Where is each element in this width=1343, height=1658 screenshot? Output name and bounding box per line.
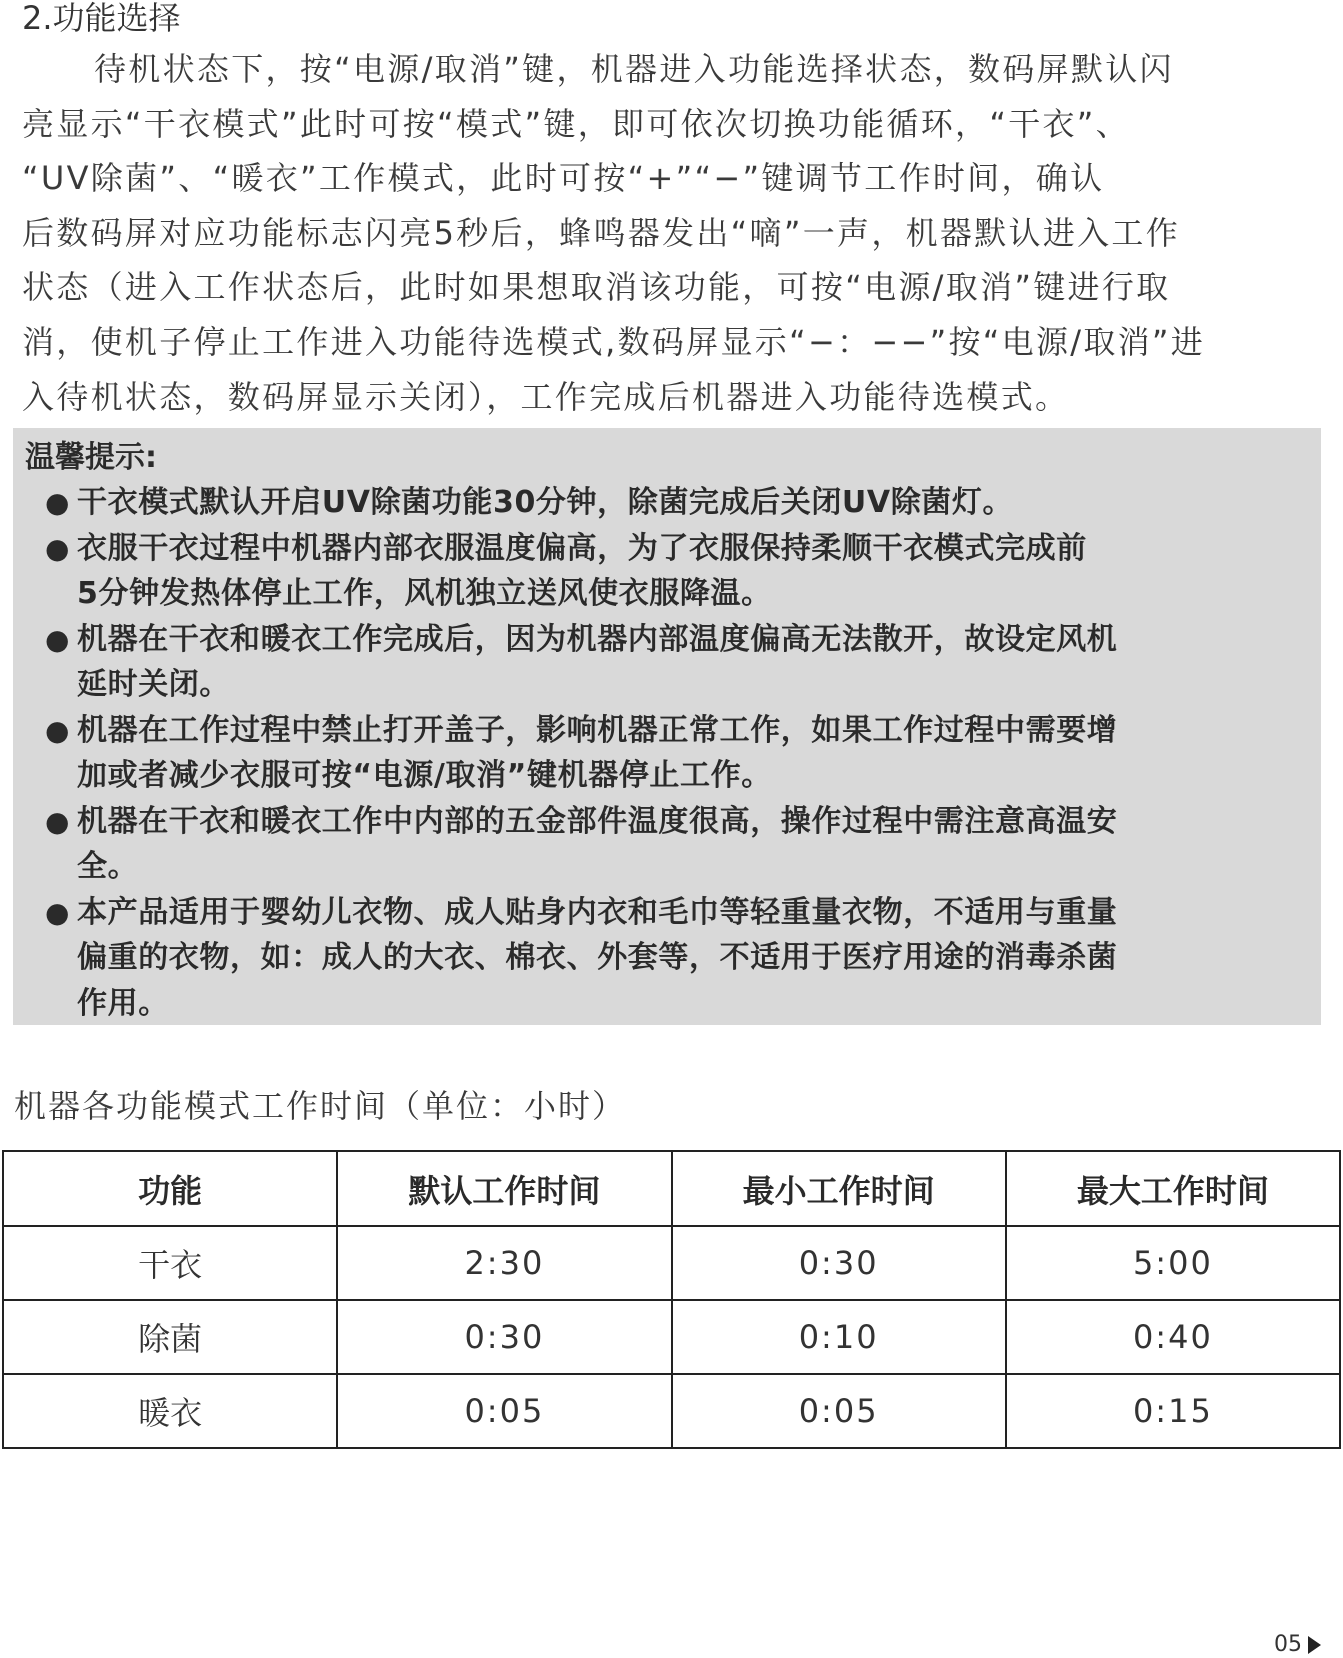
table-row <box>3 1374 1340 1448</box>
intro-line: 待机状态下，按“电源/取消”键，机器进入功能选择状态，数码屏默认闪 <box>94 50 1174 88</box>
bullet-icon: ● <box>45 531 71 565</box>
tips-box <box>13 428 1321 1025</box>
bullet-icon: ● <box>45 804 71 838</box>
intro-line: “UV除菌”、“暖衣”工作模式，此时可按“+”“−”键调节工作时间，确认 <box>22 159 1105 198</box>
triangle-right-icon <box>1308 1636 1321 1654</box>
cell-default-time: 2:30 <box>337 1226 671 1300</box>
tip-line: 机器在工作过程中禁止打开盖子，影响机器正常工作，如果工作过程中需要增 <box>77 712 1118 748</box>
intro-line: 入待机状态，数码屏显示关闭），工作完成后机器进入功能待选模式。 <box>22 377 1070 416</box>
tips-title: 温馨提示: <box>25 440 157 475</box>
cell-function: 干衣 <box>3 1226 337 1300</box>
cell-function: 除菌 <box>3 1300 337 1374</box>
cell-min-time: 0:05 <box>672 1374 1006 1448</box>
tip-item <box>45 526 1305 617</box>
cell-default-time: 0:30 <box>337 1300 671 1374</box>
tip-line: 机器在干衣和暖衣工作中内部的五金部件温度很高，操作过程中需注意高温安 <box>77 803 1118 839</box>
tip-item <box>45 617 1305 708</box>
header-max-time: 最大工作时间 <box>1006 1151 1340 1226</box>
tip-line: 加或者减少衣服可按“电源/取消”键机器停止工作。 <box>77 758 772 793</box>
table-header-row <box>3 1151 1340 1226</box>
cell-max-time: 0:40 <box>1006 1300 1340 1374</box>
bullet-icon: ● <box>45 486 71 519</box>
intro-line: 状态（进入工作状态后，此时如果想取消该功能，可按“电源/取消”键进行取 <box>22 268 1171 307</box>
tip-item <box>45 480 1305 526</box>
tip-line: 干衣模式默认开启UV除菌功能30分钟，除菌完成后关闭UV除菌灯。 <box>77 485 1014 520</box>
tip-item <box>45 708 1305 799</box>
mode-time-table <box>2 1150 1341 1449</box>
cell-min-time: 0:30 <box>672 1226 1006 1300</box>
intro-line: 后数码屏对应功能标志闪亮5秒后，蜂鸣器发出“嘀”一声，机器默认进入工作 <box>22 213 1181 252</box>
cell-max-time: 5:00 <box>1006 1226 1340 1300</box>
tip-item <box>45 799 1305 890</box>
table-caption: 机器各功能模式工作时间（单位：小时） <box>14 1087 627 1125</box>
tip-line: 衣服干衣过程中机器内部衣服温度偏高，为了衣服保持柔顺干衣模式完成前 <box>77 530 1087 566</box>
tip-line: 本产品适用于婴幼儿衣物、成人贴身内衣和毛巾等轻重量衣物，不适用与重量 <box>77 894 1118 930</box>
cell-default-time: 0:05 <box>337 1374 671 1448</box>
header-function: 功能 <box>3 1151 337 1226</box>
page-number <box>1274 1632 1321 1658</box>
page-number-label: 05 <box>1274 1632 1302 1657</box>
cell-function: 暖衣 <box>3 1374 337 1448</box>
table-row <box>3 1226 1340 1300</box>
intro-line: 消，使机子停止工作进入功能待选模式,数码屏显示“−：−−”按“电源/取消”进 <box>22 322 1206 361</box>
cell-max-time: 0:15 <box>1006 1374 1340 1448</box>
header-min-time: 最小工作时间 <box>672 1151 1006 1226</box>
section-heading: 2.功能选择 <box>22 0 181 37</box>
tip-line: 作用。 <box>77 985 169 1021</box>
intro-line: 亮显示“干衣模式”此时可按“模式”键，即可依次切换功能循环，“干衣”、 <box>22 104 1130 143</box>
header-default-time: 默认工作时间 <box>337 1151 671 1226</box>
tip-line: 延时关闭。 <box>77 667 230 702</box>
tip-line: 机器在干衣和暖衣工作完成后，因为机器内部温度偏高无法散开，故设定风机 <box>77 621 1118 657</box>
tip-line: 偏重的衣物，如：成人的大衣、棉衣、外套等，不适用于医疗用途的消毒杀菌 <box>77 940 1118 975</box>
intro-paragraph <box>22 42 1322 424</box>
cell-min-time: 0:10 <box>672 1300 1006 1374</box>
table-row <box>3 1300 1340 1374</box>
tips-list <box>45 480 1305 1026</box>
tip-line: 5分钟发热体停止工作，风机独立送风使衣服降温。 <box>77 576 772 611</box>
tip-item <box>45 890 1305 1027</box>
bullet-icon: ● <box>45 713 71 747</box>
tip-line: 全。 <box>77 849 139 884</box>
bullet-icon: ● <box>45 622 71 656</box>
bullet-icon: ● <box>45 895 71 929</box>
